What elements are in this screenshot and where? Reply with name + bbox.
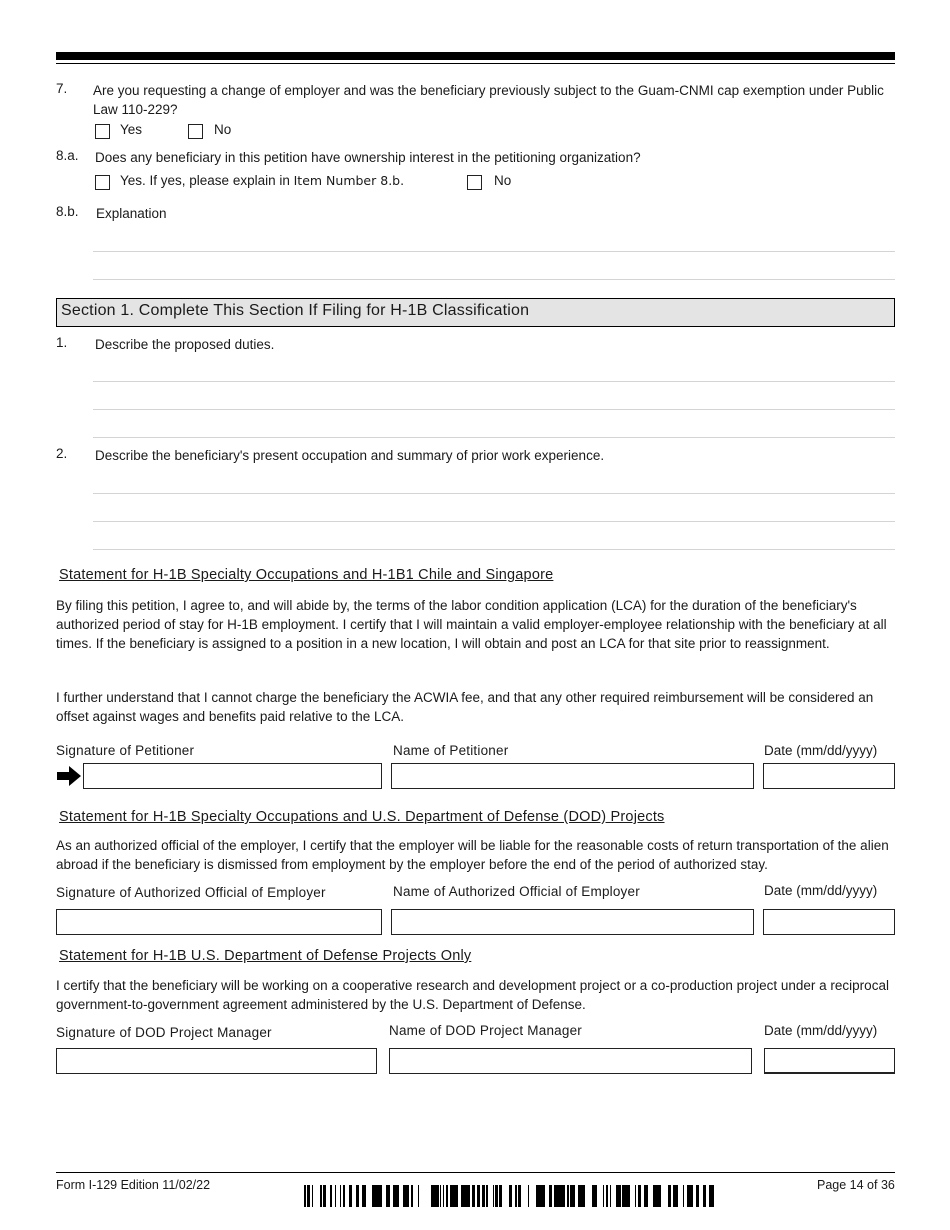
petitioner-name-field[interactable] <box>391 763 754 789</box>
top-rule-thick <box>56 52 895 60</box>
official-signature-label: Signature of Authorized Official of Employer <box>56 885 326 900</box>
q8a-number: 8.a. <box>56 148 79 163</box>
s1-q1-text: Describe the proposed duties. <box>95 337 275 352</box>
s1-q2-line-2[interactable] <box>93 521 895 522</box>
official-name-label: Name of Authorized Official of Employer <box>393 884 640 899</box>
dod-manager-name-field[interactable] <box>389 1048 752 1074</box>
q8a-no-checkbox[interactable] <box>467 175 482 190</box>
q8b-explanation-line-1[interactable] <box>93 251 895 252</box>
petitioner-signature-label: Signature of Petitioner <box>56 743 195 758</box>
statement-dod-only-title: Statement for H-1B U.S. Department of Defense Projects Only <box>59 948 472 964</box>
petitioner-signature-field[interactable] <box>83 763 382 789</box>
dod-manager-date-label: Date (mm/dd/yyyy) <box>764 1023 878 1038</box>
q8b-explanation-line-2[interactable] <box>93 279 895 280</box>
statement-chile-para1: By filing this petition, I agree to, and will abide by, the terms of the labor condition application (LCA) for the duration of the beneficiary's authorized period of stay for H-1B employment. I certify that I will maintain a valid employer-employee relationship with the beneficiary at all times. If the beneficiary is assigned to a position in a new location, I will obtain and post an LCA for that site prior to reassignment. <box>56 598 887 651</box>
petitioner-date-field[interactable] <box>763 763 895 789</box>
q8b-label: Explanation <box>96 206 167 221</box>
official-signature-field[interactable] <box>56 909 382 935</box>
s1-q2-number: 2. <box>56 446 68 461</box>
q8a-no-label: No <box>494 173 512 188</box>
q7-number: 7. <box>56 81 68 96</box>
s1-q1-line-1[interactable] <box>93 381 895 382</box>
dod-manager-signature-label: Signature of DOD Project Manager <box>56 1025 272 1040</box>
statement-dod-para: As an authorized official of the employer, I certify that the employer will be liable for the reasonable costs of return transportation of the alien abroad if the beneficiary is dismissed from employment by the employer before the end of the period of authorized stay. <box>56 838 889 872</box>
petitioner-date-label: Date (mm/dd/yyyy) <box>764 743 878 758</box>
dod-manager-signature-field[interactable] <box>56 1048 377 1074</box>
s1-q1-number: 1. <box>56 335 68 350</box>
q7-no-label: No <box>214 122 232 137</box>
barcode-icon <box>304 1185 714 1207</box>
q7-no-checkbox[interactable] <box>188 124 203 139</box>
section1-header: Section 1. Complete This Section If Filing for H-1B Classification <box>56 298 895 327</box>
q8a-yes-checkbox[interactable] <box>95 175 110 190</box>
arrow-right-icon <box>57 766 81 786</box>
q8a-item-ref: Item Number 8.b. <box>293 173 405 188</box>
footer-page-number: Page 14 of 36 <box>817 1178 895 1192</box>
s1-q1-line-3[interactable] <box>93 437 895 438</box>
q8b-number: 8.b. <box>56 204 79 219</box>
s1-q2-text: Describe the beneficiary's present occupation and summary of prior work experience. <box>95 448 605 463</box>
s1-q2-line-1[interactable] <box>93 493 895 494</box>
q7-yes-label: Yes <box>120 122 143 137</box>
q7-text: Are you requesting a change of employer and was the beneficiary previously subject to the Guam-CNMI cap exemption under Public Law 110-229? <box>93 83 884 117</box>
official-date-label: Date (mm/dd/yyyy) <box>764 883 878 898</box>
statement-dod-only-para: I certify that the beneficiary will be working on a cooperative research and development project or a co-production project under a reciprocal government-to-government agreement administered by the U.S. Department of Defense. <box>56 978 889 1012</box>
q8a-yes-label: Yes. If yes, please explain in Item Number 8.b. <box>120 173 405 188</box>
statement-chile-para2: I further understand that I cannot charge the beneficiary the ACWIA fee, and that any other required reimbursement will be considered an offset against wages and benefits paid relative to the LCA. <box>56 690 874 724</box>
statement-chile-title: Statement for H-1B Specialty Occupations and H-1B1 Chile and Singapore <box>59 567 554 583</box>
q7-yes-checkbox[interactable] <box>95 124 110 139</box>
s1-q1-line-2[interactable] <box>93 409 895 410</box>
s1-q2-line-3[interactable] <box>93 549 895 550</box>
official-date-field[interactable] <box>763 909 895 935</box>
official-name-field[interactable] <box>391 909 754 935</box>
top-rule-thin <box>56 63 895 64</box>
footer-form-edition: Form I-129 Edition 11/02/22 <box>56 1178 211 1192</box>
dod-manager-name-label: Name of DOD Project Manager <box>389 1023 582 1038</box>
statement-dod-title: Statement for H-1B Specialty Occupations and U.S. Department of Defense (DOD) Projects <box>59 809 665 825</box>
dod-manager-date-field[interactable] <box>764 1048 895 1074</box>
q8a-text: Does any beneficiary in this petition have ownership interest in the petitioning organization? <box>95 150 641 165</box>
petitioner-name-label: Name of Petitioner <box>393 743 509 758</box>
footer-rule <box>56 1172 895 1173</box>
